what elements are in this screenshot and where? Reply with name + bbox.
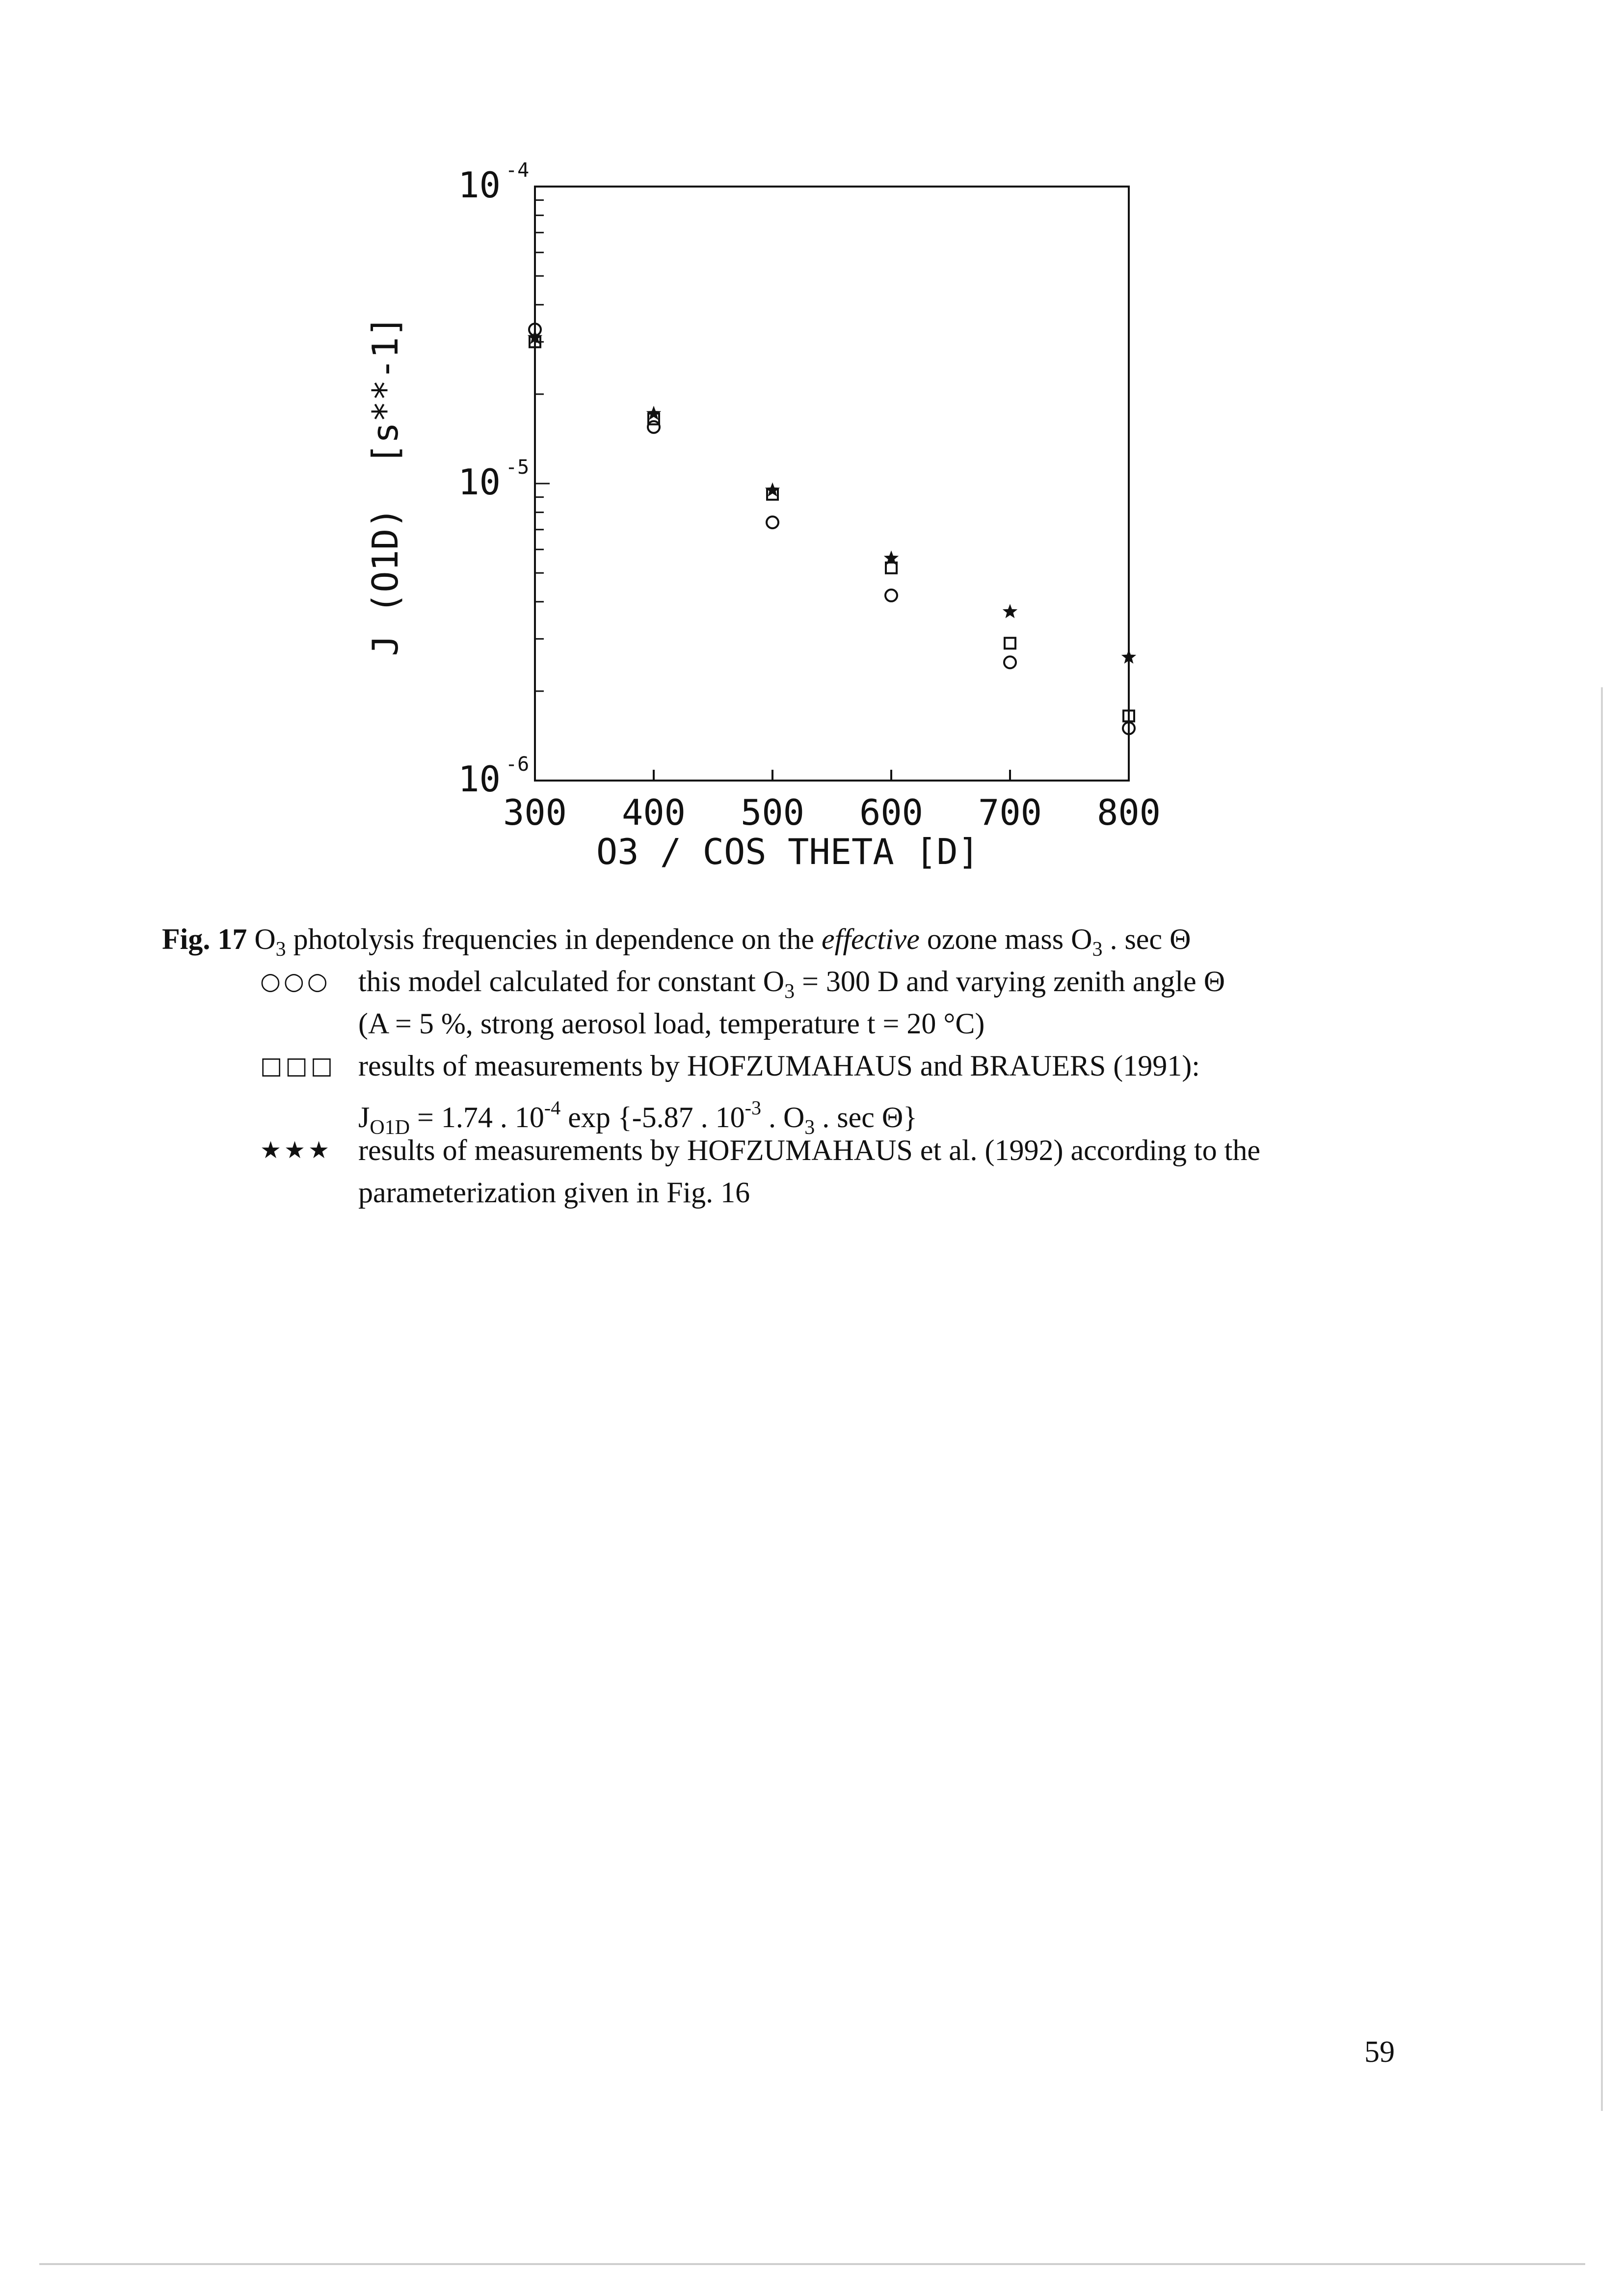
- y-tick-label-base: 10: [458, 461, 501, 503]
- caption-heading-o-sub: 3: [275, 938, 286, 961]
- data-points: [528, 324, 1136, 734]
- y-tick-label-base: 10: [458, 758, 501, 800]
- star-symbols: ★★★: [260, 1136, 333, 1164]
- x-tick-label: 500: [740, 792, 805, 833]
- caption-heading-text1: photolysis frequencies in dependence on the: [286, 923, 822, 955]
- page-number: 59: [1364, 2035, 1395, 2069]
- legend-squares-line1: [162, 1045, 1438, 1087]
- caption-heading-o-sub2: 3: [1092, 938, 1103, 961]
- scan-rule-bottom: [39, 2263, 1585, 2265]
- y-axis-label: J (O1D) [s**-1]: [365, 316, 406, 656]
- figure-label: Fig. 17: [162, 923, 247, 955]
- caption-heading-o: O: [254, 923, 276, 955]
- legend-circles-line2: [162, 1002, 1438, 1045]
- stars-text1: results of measurements by HOFZUMAHAUS et al. (1992) according to the: [358, 1134, 1260, 1166]
- square-point: [1005, 638, 1015, 648]
- circles-text2: (A = 5 %, strong aerosol load, temperature t = 20 °C): [358, 1007, 985, 1040]
- squares-text1: results of measurements by HOFZUMAHAUS and BRAUERS (1991):: [358, 1050, 1200, 1082]
- legend-stars-line2: [162, 1171, 1438, 1214]
- eq-j-sub: O1D: [370, 1116, 410, 1139]
- y-tick-label-exp: -5: [506, 456, 530, 479]
- eq-a: = 1.74 . 10: [410, 1101, 544, 1134]
- caption-heading-text3: . sec Θ: [1102, 923, 1191, 955]
- circle-point: [885, 590, 897, 601]
- circles-text1a: this model calculated for constant O: [358, 965, 785, 998]
- y-minor-ticks: [535, 187, 550, 781]
- eq-b: exp {-5.87 . 10: [560, 1101, 745, 1134]
- scan-rule-right: [1601, 687, 1603, 2111]
- star-point: [1003, 604, 1017, 618]
- y-tick-label-exp: -6: [506, 753, 530, 776]
- x-tick-label: 300: [503, 792, 567, 833]
- x-ticks: [535, 770, 1129, 781]
- caption-heading: [162, 918, 1438, 960]
- y-tick-labels: [458, 159, 529, 800]
- chart: [344, 147, 1227, 898]
- eq-b-sup: -3: [745, 1097, 761, 1119]
- x-tick-label: 700: [978, 792, 1042, 833]
- y-tick-label-exp: -4: [506, 159, 530, 182]
- eq-d: . sec Θ}: [815, 1101, 918, 1134]
- square-symbols: □□□: [260, 1052, 336, 1080]
- stars-text2: parameterization given in Fig. 16: [358, 1176, 750, 1209]
- circle-point: [767, 516, 778, 528]
- eq-j: J: [358, 1101, 370, 1134]
- x-tick-labels: [503, 792, 1161, 833]
- circle-point: [1004, 656, 1016, 668]
- figure-caption: [162, 918, 1438, 1214]
- plot-frame: [535, 187, 1129, 781]
- legend-stars-line1: [162, 1129, 1438, 1171]
- circles-text1-sub: 3: [784, 980, 795, 1003]
- circles-text1b: = 300 D and varying zenith angle Θ: [795, 965, 1225, 998]
- eq-a-sup: -4: [544, 1097, 561, 1119]
- circle-symbols: ○○○: [260, 968, 331, 995]
- x-tick-label: 600: [859, 792, 924, 833]
- legend-squares-equation: [162, 1087, 1438, 1139]
- eq-c: . O: [761, 1101, 805, 1134]
- x-tick-label: 400: [621, 792, 686, 833]
- legend-circles-line1: [162, 960, 1438, 1002]
- caption-heading-text2: ozone mass O: [919, 923, 1092, 955]
- circle-point: [648, 421, 660, 433]
- y-tick-label-base: 10: [458, 164, 501, 206]
- eq-c-sub: 3: [804, 1116, 815, 1139]
- x-axis-label: O3 / COS THETA [D]: [596, 831, 980, 872]
- x-tick-label: 800: [1096, 792, 1161, 833]
- chart-svg: [344, 147, 1227, 898]
- caption-heading-emph: effective: [822, 923, 920, 955]
